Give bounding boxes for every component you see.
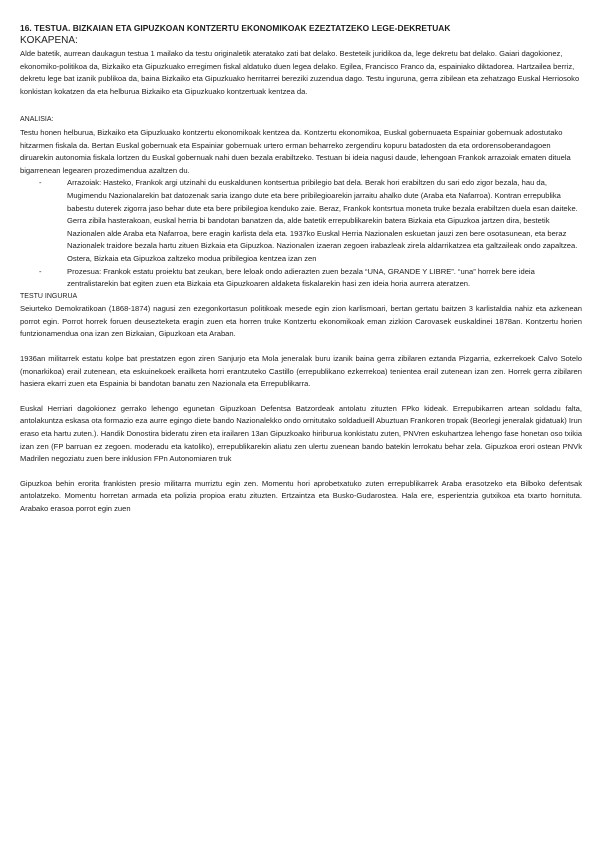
testu-ingurua-heading: TESTU INGURUA xyxy=(20,292,78,300)
list-item-text: Gerra zibila hasterakoan, euskal herria bi bandotan banatzen da, alde batetik errepublikarekin batera Bizkaia eta Gipuzkoa jartzen dira, bestetik Nazionalen alde Araba eta Nafarroa, bere eragin karlista dela eta. 1937ko Euskal Herria Nazionalen eskuetan jauzi zen bere osotasunean, eta beraz Nazionalek traidore bezala hartu zituen Bizkaia eta Gipuzkoa. Nazionalen izaeran zegoen irabazleak zirela aldarrikatzea eta galtzaileak ondo zapaltzea. Ostera, Bizkaia eta Gipuzkoa zaltzeko modua pribilegioa kentzea izan zen xyxy=(67,216,578,263)
body-paragraph: Euskal Herriari dagokionez gerrako lehengo egunetan Gipuzkoan Defentsa Batzordeak antolatu zituzten FPko kideak. Errepubikarren artean soldadu falta, antolakuntza eskasa ota formazio eza aurre egingo diete bando Nazionalekko ondo ornitutako soldadueill Abuztuan Frankoren tropak (Beorlegi jeneralak gidatuak) Irun eraso eta hartu zuten.). Handik Donostira bideratu ziren eta irailaren 13an Gipuzkoako hiriburua konkistatu zuten, PNVren eskuhartzea lehengo fase honetan oso txikia izan zen (FP barruan ez zegoen. moderadu eta katoliko), errepublikarekin aliatu zen ulertu zuenean bando batekin lerrokatu behar zela. Gipuzkoa erori ostean PNVk Madrilen negoziatu zuen bere inklusion FPn Autonomiaren truk xyxy=(20,403,582,464)
list-item xyxy=(20,266,582,291)
body-paragraph: Seiurteko Demokratikoan (1868-1874) nagusi zen ezegonkortasun politikoak mesede egin zion karlismoari, bertan gertatu baitzen 3 karlistaldia nahiz eta azkenean porrot egin. Porrot horrek foruen deusezteketa eragin zuen eta horren truke Kontzertu ekonomikoak eman zizkion Carovasek euskaldinei 1878an. Kontzertu horien funtzionamendua ona izan zen Bizkaian, Gipuzkoan eta Araban. xyxy=(20,304,582,339)
document-title: 16. TESTUA. BIZKAIAN ETA GIPUZKOAN KONTZERTU EKONOMIKOAK EZEZTATZEKO LEGE-DEKRETUAK xyxy=(20,23,451,33)
body-paragraph: 1936an militarrek estatu kolpe bat prestatzen egon ziren Sanjurjo eta Mola jeneralak buru izanik baina gerra zibilaren eztanda Pizgarria, ezkerrekoek Calvo Sotelo (monarkikoa) erail zutenean, eta eskuinekoek erailketa horri erantzuteko Castillo (errepublikano ezkerrekoa) tenientea erail zutenean izan zen. Horrek gerra zibilaren hasiera ekarri zuen eta Espainia bi bandotan banatu zen Nazionala eta Errepublikarra. xyxy=(20,354,582,389)
kokapena-paragraph: Alde batetik, aurrean daukagun testua 1 mailako da testu originaletik ateratako zati bat delako. Besteteik juridikoa da, lege dekretu bat delako. Gaiari dagokionez, ekonomiko-politikoa da, Bizkaiko eta Gipuzkuako erregimen fiskal aldatuko duen legea delako. Egilea, Francisco Franco da, espainiako diktadorea. Hartzailea berriz, dekretu lege bat izanik publikoa da, baina Bizkaiko eta Gipuzkuako herritarrei bereziki zuzendua dago. Testu inguruna, gerra zibilean eta zehatzago Euskal Herriosoko konkistan kokatzen da eta helburua Bizkaiko eta Gipuzkuako kontzertuak kentzea da. xyxy=(20,49,580,96)
analisia-bullet-list xyxy=(20,177,582,290)
list-item xyxy=(20,177,582,215)
body-paragraph: Gipuzkoa behin erorita frankisten presio militarra murriztu egin zen. Momentu hori aprobetxatuko zuten errepublikarrek Araba erasotzeko eta Bilboko defentsak antolatzeko. Momentu horretan armada eta polizia propioa eratu zituzten. Ertzaintza eta Busko-Gudarostea. Hala ere, esperientzia gutxikoa eta txarto hornituta. Arabako erasoa porrot egin zuen xyxy=(20,478,582,513)
list-item xyxy=(20,215,582,265)
list-item-text: Arrazoiak: Hasteko, Frankok argi utzinahi du euskaldunen kontsertua pribilegio bat dela. Berak hori erabiltzen du sari edo zigor bezala, hau da, Mugimendu Nazionalarekin bat datozenak saria izango dute eta bere pribilegioarekin jarraitu ahalko dute (Araba eta Nafarroa). Kontran errepublika babestu duterek zigorra jaso behar dute eta bere pribilegioa kenduko zaie. Beraz, Frankok kontsrtua moneta truke bezala erabiltzen duela esan daiteke. xyxy=(67,178,578,213)
bullet-marker: - xyxy=(39,266,42,276)
bullet-marker: - xyxy=(39,178,42,188)
analisia-heading: ANALISIA: xyxy=(20,116,54,124)
analisia-paragraph: Testu honen helburua, Bizkaiko eta Gipuzkuako kontzertu ekonomikoak kentzea da. Kontzertu ekonomikoa, Euskal gobernuaeta Espainiar gobernuak adostutako hitzarmen fiskala da. Bertan Euskal gobernuak eta Espainiar gobernuak urtero erman beharreko zergendiru kopuru batadosten da eta ordorensoberandagoen diruarekin autonomia fiskala lortzen du Euskal gobernuak nahi duen bezala erabiltzeko. Testuan bi ideia nagusi daude, lehengoan Frankok arrazoiak ematen dituela bigarrenean legearen prozedimendua azaltzen du. xyxy=(20,127,571,175)
list-item-text: Prozesua: Frankok estatu proiektu bat zeukan, bere leloak ondo adierazten zuen bezala “UNA, GRANDE Y LIBRE”. “una” horrek bere ideia zentralistarekin bat egiten zuen eta Bizkaia eta Gipuzkoaren aldaketa fiskalarekin hasi zen ideia horia aurrera ateratzen. xyxy=(67,266,535,289)
document-page xyxy=(20,22,582,516)
kokapena-heading: KOKAPENA: xyxy=(20,35,78,46)
